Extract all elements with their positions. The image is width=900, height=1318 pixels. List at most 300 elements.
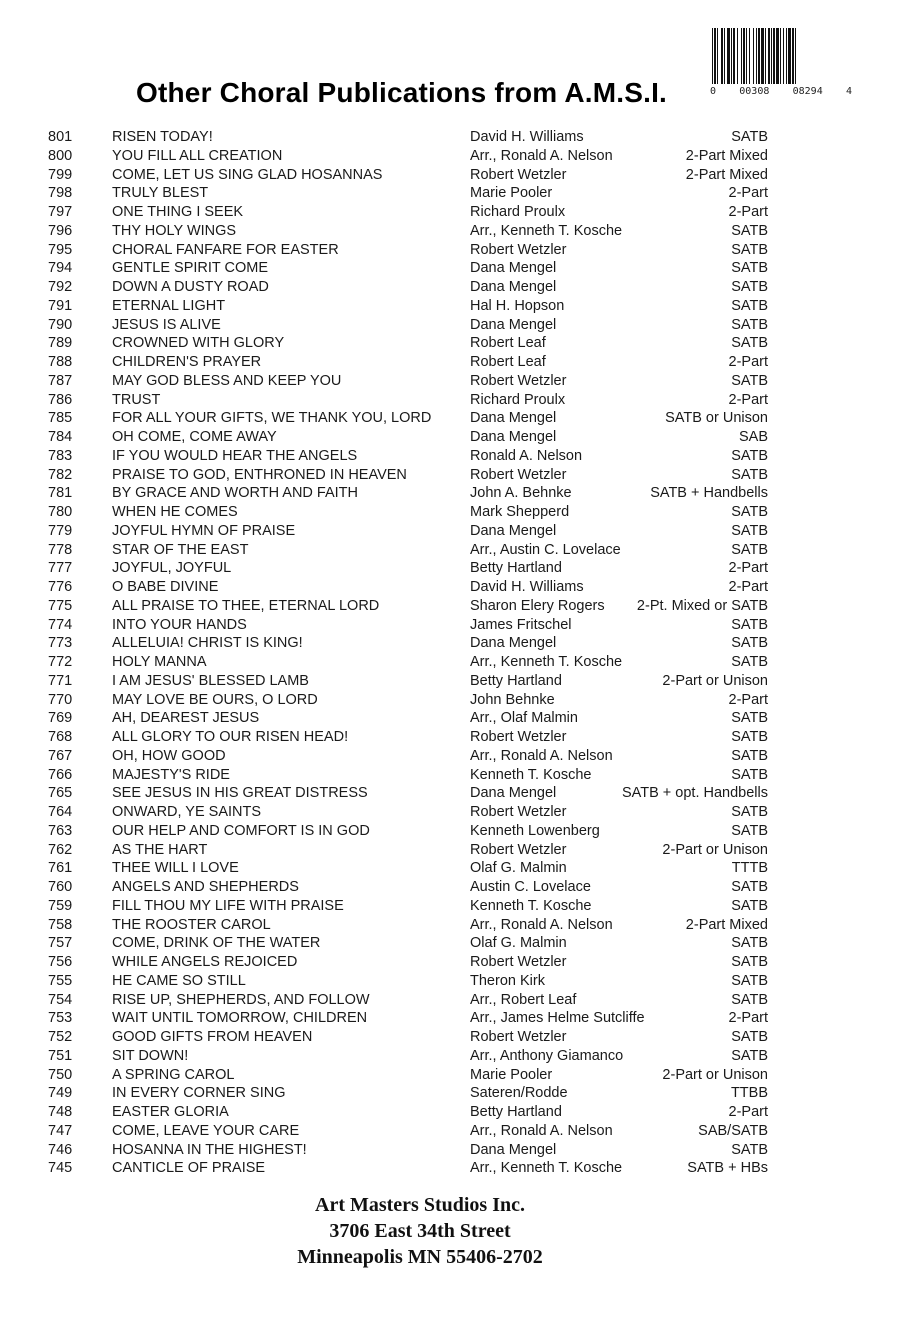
catalog-voicing: SATB — [731, 316, 768, 333]
catalog-number: 797 — [48, 204, 73, 220]
publisher-name: Art Masters Studios Inc. — [315, 1194, 525, 1216]
catalog-number: 745 — [48, 1160, 73, 1177]
catalog-list — [48, 128, 778, 1178]
catalog-composer: Robert Wetzler — [470, 372, 567, 389]
catalog-title: IN EVERY CORNER SING — [112, 1085, 286, 1102]
barcode-bar — [753, 28, 754, 84]
catalog-voicing: SATB + HBs — [687, 1160, 768, 1177]
catalog-number: 746 — [48, 1141, 73, 1158]
catalog-row — [48, 541, 778, 560]
catalog-composer: John Behnke — [470, 691, 555, 708]
catalog-row — [48, 747, 778, 766]
catalog-title: SIT DOWN! — [112, 1047, 189, 1064]
catalog-composer: Hal H. Hopson — [470, 297, 565, 314]
catalog-row — [48, 466, 778, 485]
catalog-composer: Olaf G. Malmin — [470, 935, 567, 952]
catalog-composer: Betty Hartland — [470, 672, 562, 689]
catalog-title: ETERNAL LIGHT — [112, 297, 226, 314]
catalog-number: 772 — [48, 654, 73, 670]
publisher-city: Minneapolis MN 55406-2702 — [297, 1246, 543, 1268]
catalog-composer: Dana Mengel — [470, 410, 557, 427]
catalog-row — [48, 597, 778, 616]
catalog-composer: Ronald A. Nelson — [470, 447, 583, 464]
catalog-voicing: SAB/SATB — [698, 1122, 768, 1139]
barcode-bar — [733, 28, 735, 84]
catalog-row — [48, 1159, 778, 1178]
catalog-voicing: SATB — [731, 616, 768, 633]
barcode-bar — [771, 28, 772, 84]
catalog-voicing: 2-Part — [728, 391, 768, 408]
catalog-row — [48, 259, 778, 278]
barcode-bar — [786, 28, 787, 84]
catalog-row — [48, 409, 778, 428]
catalog-number: 784 — [48, 429, 73, 445]
catalog-number: 789 — [48, 335, 73, 352]
catalog-composer: John A. Behnke — [470, 485, 572, 502]
catalog-title: YOU FILL ALL CREATION — [112, 147, 283, 164]
catalog-row — [48, 728, 778, 747]
catalog-title: THEE WILL I LOVE — [112, 860, 239, 877]
catalog-composer: Arr., Ronald A. Nelson — [470, 147, 613, 164]
catalog-voicing: SATB — [731, 729, 768, 745]
catalog-title: STAR OF THE EAST — [112, 541, 249, 558]
catalog-title: DOWN A DUSTY ROAD — [112, 279, 269, 295]
catalog-number: 771 — [48, 672, 73, 689]
catalog-voicing: SATB — [731, 954, 768, 970]
catalog-voicing: 2-Part Mixed — [685, 166, 768, 183]
catalog-composer: Robert Wetzler — [470, 954, 567, 970]
catalog-number: 752 — [48, 1029, 73, 1045]
catalog-composer: Dana Mengel — [470, 522, 557, 539]
catalog-row — [48, 522, 778, 541]
catalog-number: 790 — [48, 316, 73, 333]
catalog-title: COME, LET US SING GLAD HOSANNAS — [112, 166, 383, 183]
catalog-title: COME, DRINK OF THE WATER — [112, 935, 321, 952]
catalog-voicing: SATB — [731, 372, 768, 389]
catalog-title: AS THE HART — [112, 841, 208, 858]
catalog-row — [48, 1047, 778, 1066]
catalog-number: 774 — [48, 616, 73, 633]
catalog-voicing: 2-Part or Unison — [662, 672, 768, 689]
catalog-voicing: SATB — [731, 522, 768, 539]
catalog-title: WHILE ANGELS REJOICED — [112, 954, 298, 970]
catalog-title: TRUST — [112, 391, 161, 408]
catalog-composer: Robert Wetzler — [470, 166, 567, 183]
catalog-row — [48, 672, 778, 691]
catalog-title: AH, DEAREST JESUS — [112, 710, 260, 727]
catalog-composer: Kenneth T. Kosche — [470, 897, 592, 914]
catalog-row — [48, 1009, 778, 1028]
catalog-voicing: SATB — [731, 935, 768, 952]
catalog-number: 792 — [48, 279, 73, 295]
catalog-voicing: 2-Part — [728, 691, 768, 708]
catalog-voicing: 2-Part Mixed — [685, 916, 768, 933]
catalog-number: 764 — [48, 804, 73, 820]
catalog-voicing: SATB — [731, 1047, 768, 1064]
catalog-voicing: 2-Part — [728, 579, 768, 595]
catalog-row — [48, 916, 778, 935]
catalog-row — [48, 991, 778, 1010]
catalog-number: 783 — [48, 447, 73, 464]
catalog-row — [48, 1066, 778, 1085]
catalog-composer: Arr., Ronald A. Nelson — [470, 916, 613, 933]
catalog-title: FOR ALL YOUR GIFTS, WE THANK YOU, LORD — [112, 410, 432, 427]
catalog-composer: Kenneth Lowenberg — [470, 822, 600, 839]
catalog-title: ALLELUIA! CHRIST IS KING! — [112, 635, 303, 652]
catalog-number: 781 — [48, 485, 73, 502]
catalog-row — [48, 972, 778, 991]
barcode-bar — [737, 28, 738, 84]
catalog-number: 787 — [48, 372, 73, 389]
catalog-number: 757 — [48, 935, 73, 952]
catalog-title: ONWARD, YE SAINTS — [112, 804, 262, 820]
catalog-number: 798 — [48, 185, 73, 202]
catalog-composer: Robert Wetzler — [470, 466, 567, 483]
catalog-row — [48, 559, 778, 578]
catalog-title: GENTLE SPIRIT COME — [112, 260, 269, 277]
catalog-number: 779 — [48, 522, 73, 539]
catalog-number: 754 — [48, 991, 73, 1008]
catalog-number: 761 — [48, 860, 73, 877]
catalog-row — [48, 428, 778, 447]
catalog-title: O BABE DIVINE — [112, 579, 219, 595]
catalog-row — [48, 1141, 778, 1160]
catalog-composer: David H. Williams — [470, 579, 584, 595]
catalog-title: OH, HOW GOOD — [112, 747, 226, 764]
catalog-composer: Marie Pooler — [470, 185, 553, 202]
barcode-bar — [768, 28, 770, 84]
catalog-row — [48, 1103, 778, 1122]
catalog-voicing: SATB + Handbells — [650, 485, 768, 502]
catalog-voicing: SATB — [731, 766, 768, 783]
barcode-bar — [773, 28, 775, 84]
catalog-number: 753 — [48, 1010, 73, 1027]
catalog-row — [48, 203, 778, 222]
catalog-voicing: SATB — [731, 972, 768, 989]
catalog-title: JOYFUL HYMN OF PRAISE — [112, 522, 296, 539]
catalog-composer: Robert Wetzler — [470, 729, 567, 745]
catalog-title: RISEN TODAY! — [112, 129, 213, 145]
barcode-bar — [724, 28, 725, 84]
catalog-voicing: TTTB — [731, 860, 768, 877]
catalog-row — [48, 841, 778, 860]
barcode-bar — [743, 28, 745, 84]
catalog-composer: Arr., Kenneth T. Kosche — [470, 1160, 623, 1177]
catalog-row — [48, 334, 778, 353]
catalog-voicing: SATB — [731, 447, 768, 464]
catalog-number: 767 — [48, 747, 73, 764]
catalog-number: 799 — [48, 166, 73, 183]
catalog-voicing: 2-Part — [728, 204, 768, 220]
catalog-composer: Arr., Ronald A. Nelson — [470, 1122, 613, 1139]
catalog-title: ANGELS AND SHEPHERDS — [112, 879, 299, 895]
catalog-row — [48, 784, 778, 803]
catalog-row — [48, 578, 778, 597]
catalog-title: CROWNED WITH GLORY — [112, 335, 285, 352]
catalog-voicing: SATB — [731, 897, 768, 914]
catalog-title: WHEN HE COMES — [112, 504, 238, 520]
catalog-voicing: SATB — [731, 747, 768, 764]
catalog-voicing: 2-Pt. Mixed or SATB — [636, 597, 768, 614]
publisher-street: 3706 East 34th Street — [329, 1220, 511, 1242]
catalog-voicing: SATB — [731, 541, 768, 558]
catalog-row — [48, 822, 778, 841]
catalog-composer: Arr., Kenneth T. Kosche — [470, 654, 623, 670]
catalog-number: 755 — [48, 972, 73, 989]
catalog-number: 768 — [48, 729, 73, 745]
catalog-composer: Marie Pooler — [470, 1066, 553, 1083]
barcode-digit-check: 4 — [845, 85, 852, 97]
catalog-voicing: 2-Part or Unison — [662, 1066, 768, 1083]
catalog-title: CANTICLE OF PRAISE — [112, 1160, 266, 1177]
catalog-title: RISE UP, SHEPHERDS, AND FOLLOW — [112, 991, 370, 1008]
catalog-composer: Dana Mengel — [470, 1141, 557, 1158]
catalog-row — [48, 484, 778, 503]
catalog-number: 780 — [48, 504, 73, 520]
barcode-bars — [710, 28, 852, 84]
catalog-number: 756 — [48, 954, 73, 970]
catalog-composer: Betty Hartland — [470, 560, 562, 577]
catalog-voicing: SATB — [731, 710, 768, 727]
catalog-title: TRULY BLEST — [112, 185, 209, 202]
barcode-bar — [714, 28, 716, 84]
catalog-number: 773 — [48, 635, 73, 652]
catalog-voicing: SATB — [731, 260, 768, 277]
barcode-bar — [758, 28, 760, 84]
catalog-voicing: SATB — [731, 1029, 768, 1045]
catalog-composer: Arr., Austin C. Lovelace — [470, 541, 621, 558]
catalog-title: MAY GOD BLESS AND KEEP YOU — [112, 372, 342, 389]
catalog-composer: Arr., Anthony Giamanco — [470, 1047, 624, 1064]
catalog-row — [48, 503, 778, 522]
catalog-row — [48, 953, 778, 972]
barcode-digits — [710, 84, 852, 98]
catalog-title: SEE JESUS IN HIS GREAT DISTRESS — [112, 785, 368, 802]
catalog-composer: Austin C. Lovelace — [470, 879, 591, 895]
catalog-composer: Arr., James Helme Sutcliffe — [470, 1010, 645, 1027]
catalog-number: 778 — [48, 541, 73, 558]
barcode — [710, 28, 852, 98]
catalog-voicing: 2-Part or Unison — [662, 841, 768, 858]
catalog-composer: Dana Mengel — [470, 635, 557, 652]
catalog-row — [48, 241, 778, 260]
catalog-composer: Sateren/Rodde — [470, 1085, 568, 1102]
catalog-voicing: SATB — [731, 1141, 768, 1158]
catalog-row — [48, 897, 778, 916]
catalog-voicing: SATB — [731, 991, 768, 1008]
catalog-title: FILL THOU MY LIFE WITH PRAISE — [112, 897, 344, 914]
catalog-title: GOOD GIFTS FROM HEAVEN — [112, 1029, 313, 1045]
barcode-bar — [783, 28, 784, 84]
catalog-number: 777 — [48, 560, 73, 577]
catalog-voicing: SATB — [731, 466, 768, 483]
catalog-composer: Olaf G. Malmin — [470, 860, 567, 877]
catalog-row — [48, 372, 778, 391]
catalog-number: 796 — [48, 222, 73, 239]
catalog-number: 769 — [48, 710, 73, 727]
page-title: Other Choral Publications from A.M.S.I. — [136, 77, 668, 108]
barcode-bar — [756, 28, 757, 84]
catalog-row — [48, 316, 778, 335]
barcode-bar — [795, 28, 796, 84]
catalog-row — [48, 147, 778, 166]
catalog-number: 763 — [48, 822, 73, 839]
catalog-voicing: 2-Part — [728, 1010, 768, 1027]
barcode-bar — [727, 28, 730, 84]
catalog-row — [48, 391, 778, 410]
catalog-number: 776 — [48, 579, 73, 595]
catalog-number: 786 — [48, 391, 73, 408]
barcode-bar — [776, 28, 779, 84]
catalog-title: COME, LEAVE YOUR CARE — [112, 1122, 300, 1139]
catalog-title: THE ROOSTER CAROL — [112, 916, 271, 933]
catalog-composer: Robert Leaf — [470, 335, 546, 352]
catalog-composer: Robert Wetzler — [470, 241, 567, 258]
catalog-composer: Dana Mengel — [470, 260, 557, 277]
catalog-row — [48, 616, 778, 635]
publisher-address — [0, 1192, 840, 1270]
catalog-number: 766 — [48, 766, 73, 783]
catalog-voicing: TTBB — [730, 1085, 768, 1102]
catalog-title: INTO YOUR HANDS — [112, 616, 247, 633]
catalog-voicing: SATB — [731, 335, 768, 352]
catalog-row — [48, 128, 778, 147]
catalog-title: JESUS IS ALIVE — [112, 316, 221, 333]
catalog-title: OH COME, COME AWAY — [112, 429, 277, 445]
catalog-voicing: SATB — [731, 279, 768, 295]
catalog-composer: Dana Mengel — [470, 316, 557, 333]
catalog-voicing: SATB — [731, 297, 768, 314]
barcode-bar — [712, 28, 713, 84]
catalog-number: 775 — [48, 597, 73, 614]
catalog-title: JOYFUL, JOYFUL — [112, 560, 232, 577]
catalog-title: EASTER GLORIA — [112, 1104, 229, 1120]
catalog-voicing: SATB — [731, 654, 768, 670]
catalog-composer: Betty Hartland — [470, 1104, 562, 1120]
catalog-voicing: SATB — [731, 804, 768, 820]
catalog-composer: Kenneth T. Kosche — [470, 766, 592, 783]
catalog-number: 759 — [48, 897, 73, 914]
catalog-number: 751 — [48, 1047, 73, 1064]
catalog-voicing: SATB — [731, 129, 768, 145]
catalog-voicing: SATB — [731, 504, 768, 520]
catalog-voicing: SATB — [731, 822, 768, 839]
barcode-bar — [761, 28, 764, 84]
catalog-composer: Robert Wetzler — [470, 804, 567, 820]
catalog-row — [48, 166, 778, 185]
catalog-number: 747 — [48, 1122, 73, 1139]
catalog-voicing: 2-Part — [728, 185, 768, 202]
catalog-row — [48, 222, 778, 241]
catalog-composer: James Fritschel — [470, 616, 572, 633]
catalog-composer: David H. Williams — [470, 129, 584, 145]
catalog-composer: Robert Wetzler — [470, 1029, 567, 1045]
catalog-voicing: SATB — [731, 635, 768, 652]
catalog-voicing: SAB — [738, 429, 768, 445]
catalog-number: 748 — [48, 1104, 73, 1120]
barcode-bar — [746, 28, 747, 84]
catalog-title: CHILDREN'S PRAYER — [112, 354, 262, 370]
catalog-title: PRAISE TO GOD, ENTHRONED IN HEAVEN — [112, 466, 407, 483]
catalog-number: 785 — [48, 410, 73, 427]
catalog-voicing: 2-Part — [728, 1104, 768, 1120]
catalog-title: THY HOLY WINGS — [112, 222, 237, 239]
catalog-voicing: 2-Part — [728, 560, 768, 577]
barcode-digit-product: 08294 — [792, 85, 823, 97]
catalog-number: 760 — [48, 879, 73, 895]
catalog-voicing: 2-Part Mixed — [685, 147, 768, 164]
catalog-row — [48, 184, 778, 203]
catalog-number: 795 — [48, 241, 73, 258]
catalog-title: CHORAL FANFARE FOR EASTER — [112, 241, 339, 258]
catalog-voicing: SATB — [731, 879, 768, 895]
catalog-row — [48, 1028, 778, 1047]
catalog-number: 765 — [48, 785, 73, 802]
barcode-digit-prefix: 0 — [710, 85, 717, 97]
catalog-row — [48, 691, 778, 710]
catalog-composer: Robert Leaf — [470, 354, 546, 370]
catalog-row — [48, 859, 778, 878]
catalog-number: 788 — [48, 354, 73, 370]
catalog-row — [48, 878, 778, 897]
catalog-number: 750 — [48, 1066, 73, 1083]
catalog-composer: Robert Wetzler — [470, 841, 567, 858]
barcode-bar — [741, 28, 742, 84]
catalog-title: MAJESTY'S RIDE — [112, 766, 230, 783]
barcode-digit-manufacturer: 00308 — [739, 85, 770, 97]
catalog-row — [48, 634, 778, 653]
barcode-bar — [731, 28, 732, 84]
catalog-composer: Arr., Kenneth T. Kosche — [470, 222, 623, 239]
catalog-row — [48, 297, 778, 316]
catalog-row — [48, 709, 778, 728]
catalog-title: HOSANNA IN THE HIGHEST! — [112, 1141, 307, 1158]
barcode-bar — [717, 28, 718, 84]
catalog-title: ALL GLORY TO OUR RISEN HEAD! — [112, 729, 349, 745]
catalog-title: ONE THING I SEEK — [112, 204, 244, 220]
catalog-row — [48, 766, 778, 785]
catalog-number: 749 — [48, 1085, 73, 1102]
catalog-voicing: 2-Part — [728, 354, 768, 370]
catalog-title: HOLY MANNA — [112, 654, 207, 670]
catalog-composer: Arr., Robert Leaf — [470, 991, 577, 1008]
catalog-title: WAIT UNTIL TOMORROW, CHILDREN — [112, 1010, 368, 1027]
catalog-composer: Arr., Olaf Malmin — [470, 710, 578, 727]
catalog-title: HE CAME SO STILL — [112, 972, 246, 989]
barcode-bar — [749, 28, 750, 84]
catalog-title: BY GRACE AND WORTH AND FAITH — [112, 485, 359, 502]
catalog-title: IF YOU WOULD HEAR THE ANGELS — [112, 447, 358, 464]
catalog-voicing: SATB — [731, 241, 768, 258]
catalog-title: ALL PRAISE TO THEE, ETERNAL LORD — [112, 597, 380, 614]
catalog-voicing: SATB or Unison — [665, 410, 768, 427]
catalog-number: 800 — [48, 147, 73, 164]
catalog-composer: Dana Mengel — [470, 279, 557, 295]
catalog-row — [48, 1122, 778, 1141]
catalog-row — [48, 353, 778, 372]
catalog-number: 801 — [48, 129, 73, 145]
barcode-bar — [765, 28, 766, 84]
catalog-voicing: SATB + opt. Handbells — [621, 785, 768, 802]
catalog-voicing: SATB — [731, 222, 768, 239]
catalog-composer: Dana Mengel — [470, 785, 557, 802]
catalog-composer: Mark Shepperd — [470, 504, 570, 520]
catalog-number: 770 — [48, 691, 73, 708]
barcode-bar — [721, 28, 723, 84]
catalog-composer: Richard Proulx — [470, 204, 566, 220]
catalog-number: 794 — [48, 260, 73, 277]
catalog-composer: Richard Proulx — [470, 391, 566, 408]
